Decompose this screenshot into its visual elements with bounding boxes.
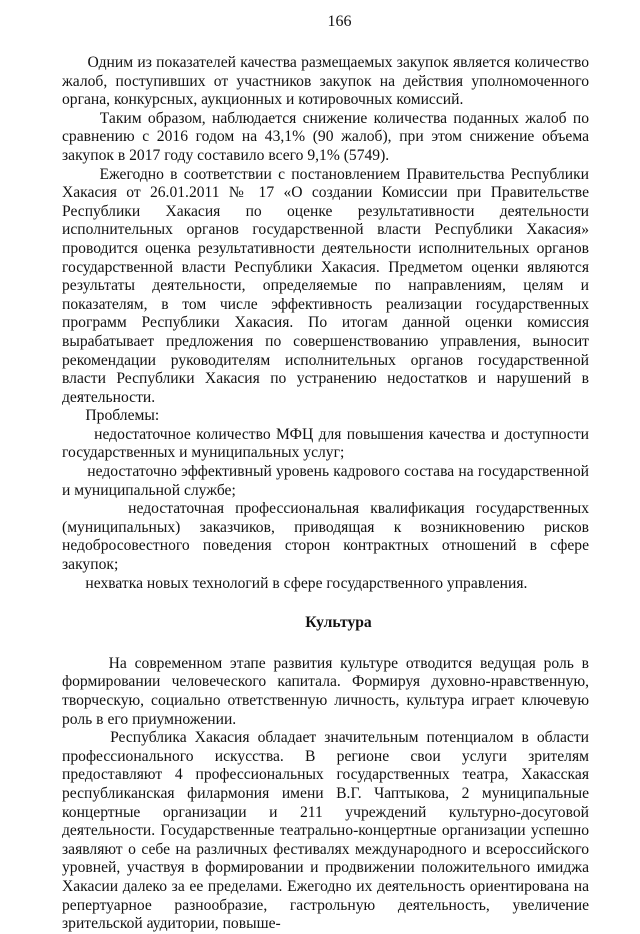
- paragraph-culture-role: На современном этапе развития культуре отводится ведущая роль в формировании человеческого капитала. Формируя духовно-нравственную, творческую, социально ответственную личность, культура играет ключевую роль в его приумножении.: [62, 654, 589, 728]
- paragraph-complaints-indicator: Одним из показателей качества размещаемых закупок является количество жалоб, поступивших от участников закупок на действия уполномоченного органа, конкурсных, аукционных и котировочных комиссий.: [62, 54, 589, 109]
- problem-item-qualification: недостаточная профессиональная квалификация государственных (муниципальных) заказчиков, приводящая к возникновению рисков недобросовестного поведения сторон контрактных отношений в сфере закупок;: [62, 500, 589, 574]
- document-page: [62, 12, 589, 934]
- problem-item-mfc: недостаточное количество МФЦ для повышения качества и доступности государственных и муниципальных услуг;: [62, 425, 589, 462]
- problem-item-technology: нехватка новых технологий в сфере государственного управления.: [62, 574, 528, 592]
- paragraph-culture-potential: Республика Хакасия обладает значительным потенциалом в области профессионального искусства. В регионе свои услуги зрителям предоставляют 4 профессиональных государственных театра, Хакасская республиканская филармония имени В.Г. Чаптыкова, 2 муниципальные концертные организации и 211 учреждений культурно-досуговой деятельности. Государственные театрально-концертные организации успешно заявляют о себе на различных фестивалях международного и всероссийского уровней, участвуя в формировании и продвижении положительного имиджа Хакасии далеко за ее пределами. Ежегодно их деятельность ориентирована на репертуарное разнообразие, гастрольную деятельность, увеличение зрительской аудитории, повыше-: [62, 729, 589, 933]
- paragraph-complaints-decrease: Таким образом, наблюдается снижение количества поданных жалоб по сравнению с 2016 годом на 43,1% (90 жалоб), при этом снижение объема закупок в 2017 году составило всего 9,1% (5749).: [62, 109, 589, 164]
- section-heading-culture: Культура: [305, 614, 372, 632]
- paragraph-efficiency-evaluation: Ежегодно в соответствии с постановлением Правительства Республики Хакасия от 26.01.2011 № 17 «О создании Комиссии при Правительстве Республики Хакасия по оценке результативности деятельности исполнительных органов государственной власти Республики Хакасия» проводится оценка результативности деятельности исполнительных органов государственной власти Республики Хакасия. Предметом оценки являются результаты деятельности, определяемые по направлениям, целям и показателям, в том числе эффективность реализации государственных программ Республики Хакасия. По итогам данной оценки комиссия вырабатывает предложения по совершенствованию управления, выносит рекомендации руководителям исполнительных органов государственной власти Республики Хакасия по устранению недостатков и нарушений в деятельности.: [62, 165, 589, 406]
- problem-item-staff: недостаточно эффективный уровень кадрового состава на государственной и муниципальной службе;: [62, 463, 589, 499]
- page-number: 166: [327, 13, 352, 30]
- paragraph-problems-label: Проблемы:: [62, 407, 160, 425]
